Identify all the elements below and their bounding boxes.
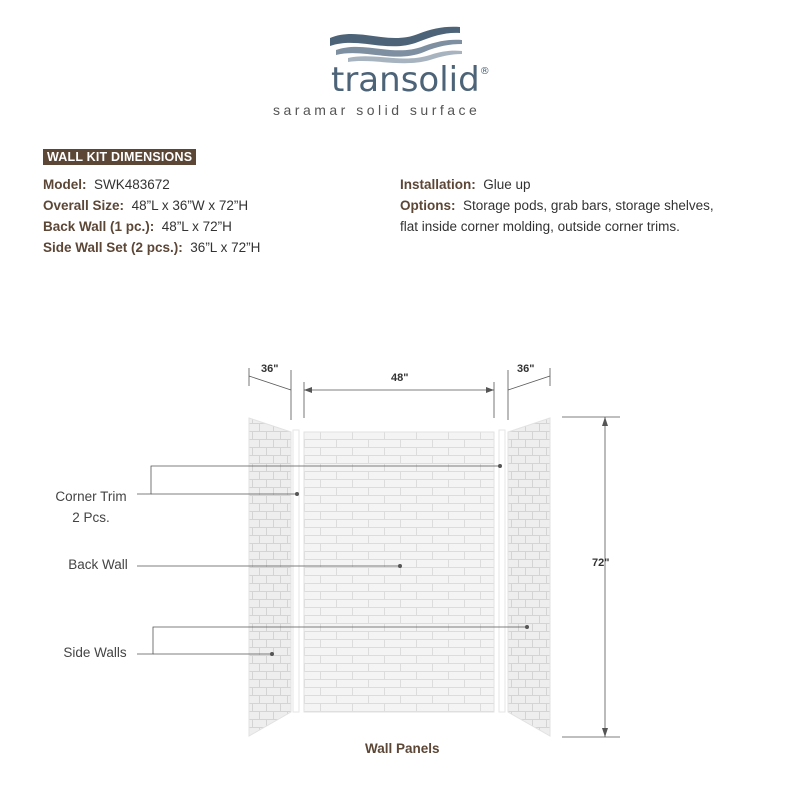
back-wall-panel [304, 432, 494, 712]
spec-value: 48”L x 72”H [161, 219, 232, 234]
brand-tagline: saramar solid surface [273, 102, 481, 118]
spec-label: Installation: [400, 177, 476, 192]
spec-value: Storage pods, grab bars, storage shelves, flat inside corner molding, outside corner trims. [400, 198, 714, 234]
spec-label: Model: [43, 177, 87, 192]
spec-value: SWK483672 [94, 177, 170, 192]
spec-label: Options: [400, 198, 456, 213]
right-corner-trim [499, 430, 505, 712]
dim-height: 72" [592, 557, 610, 569]
dim-back-width: 48" [391, 372, 409, 384]
right-side-wall [508, 418, 550, 736]
callout-back-wall: Back Wall [68, 557, 128, 572]
dim-right-width: 36" [517, 363, 535, 375]
spec-label: Side Wall Set (2 pcs.): [43, 240, 183, 255]
spec-value: 36”L x 72”H [190, 240, 261, 255]
spec-value: 48”L x 36”W x 72”H [131, 198, 249, 213]
callout-side-walls: Side Walls [63, 645, 127, 660]
callout-corner-trim-line1: Corner Trim [55, 489, 127, 504]
diagram-caption: Wall Panels [365, 741, 440, 756]
brand-name-text: transolid [331, 60, 480, 100]
left-corner-trim [293, 430, 299, 712]
dim-left-width: 36" [261, 363, 279, 375]
spec-label: Back Wall (1 pc.): [43, 219, 155, 234]
section-title: WALL KIT DIMENSIONS [43, 149, 196, 165]
registered-mark: ® [479, 66, 490, 77]
spec-value: Glue up [483, 177, 531, 192]
spec-label: Overall Size: [43, 198, 125, 213]
callout-corner-trim [48, 486, 134, 528]
callout-corner-trim-line2: 2 Pcs. [72, 510, 110, 525]
